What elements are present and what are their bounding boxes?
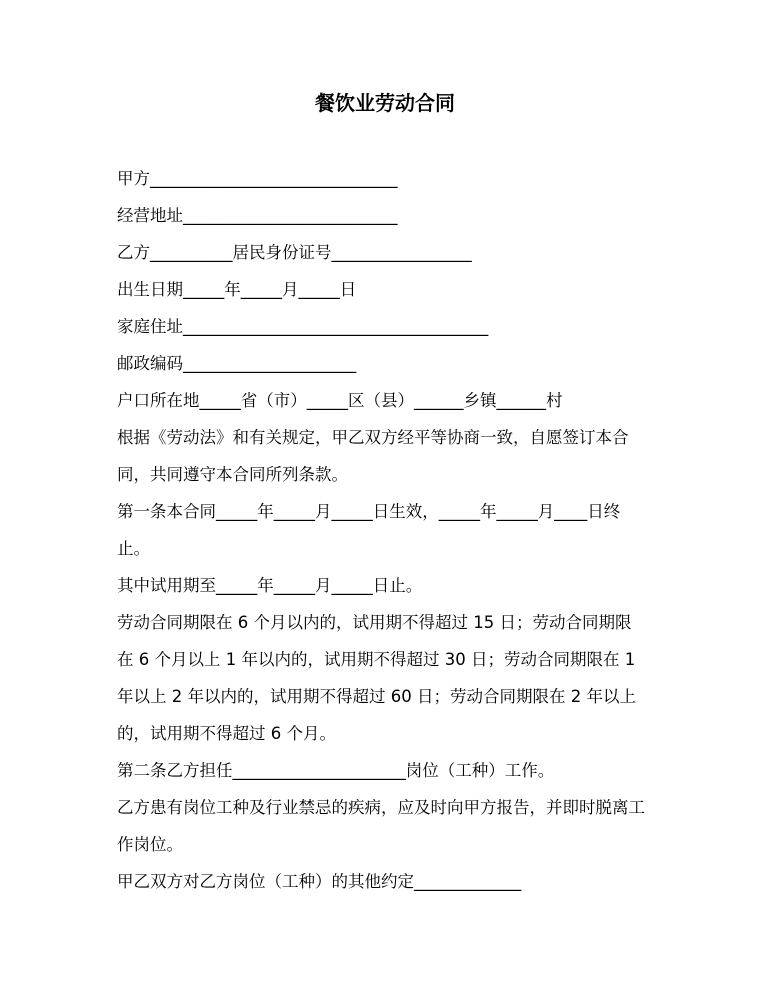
party-b-line: 乙方__________居民身份证号_________________ xyxy=(117,243,472,262)
contract-basis-paragraph: 根据《劳动法》和有关规定，甲乙双方经平等协商一致，自愿签订本合同，共同遵守本合同所列条款。 xyxy=(117,428,629,484)
household-registration-line: 户口所在地_____省（市）_____区（县）______乡镇______村 xyxy=(117,391,563,410)
health-report-paragraph: 乙方患有岗位工种及行业禁忌的疾病，应及时向甲方报告，并即时脱离工作岗位。 xyxy=(117,798,645,854)
birth-date-line: 出生日期_____年_____月_____日 xyxy=(117,280,357,299)
probation-rules-paragraph: 劳动合同期限在 6 个月以内的，试用期不得超过 15 日；劳动合同期限在 6 个月以上 1 年以内的，试用期不得超过 30 日；劳动合同期限在 1 年以上 2 年以内的，试用期不得超过 60 日；劳动合同期限在 2 年以上的，试用期不得超过 6 个月。 xyxy=(117,613,636,743)
business-address-line: 经营地址__________________________ xyxy=(117,206,398,225)
other-agreement-line: 甲乙双方对乙方岗位（工种）的其他约定_____________ xyxy=(117,872,522,891)
probation-period-line: 其中试用期至_____年_____月_____日止。 xyxy=(117,576,423,595)
article-two-line: 第二条乙方担任_____________________岗位（工种）工作。 xyxy=(117,761,555,780)
document-title: 餐饮业劳动合同 xyxy=(315,91,455,115)
postal-code-line: 邮政编码_____________________ xyxy=(117,354,357,373)
party-a-line: 甲方______________________________ xyxy=(117,169,398,188)
home-address-line: 家庭住址_____________________________________ xyxy=(117,317,489,336)
document-body xyxy=(117,160,647,900)
article-one-paragraph: 第一条本合同_____年_____月_____日生效，_____年_____月____日终止。 xyxy=(117,502,621,558)
